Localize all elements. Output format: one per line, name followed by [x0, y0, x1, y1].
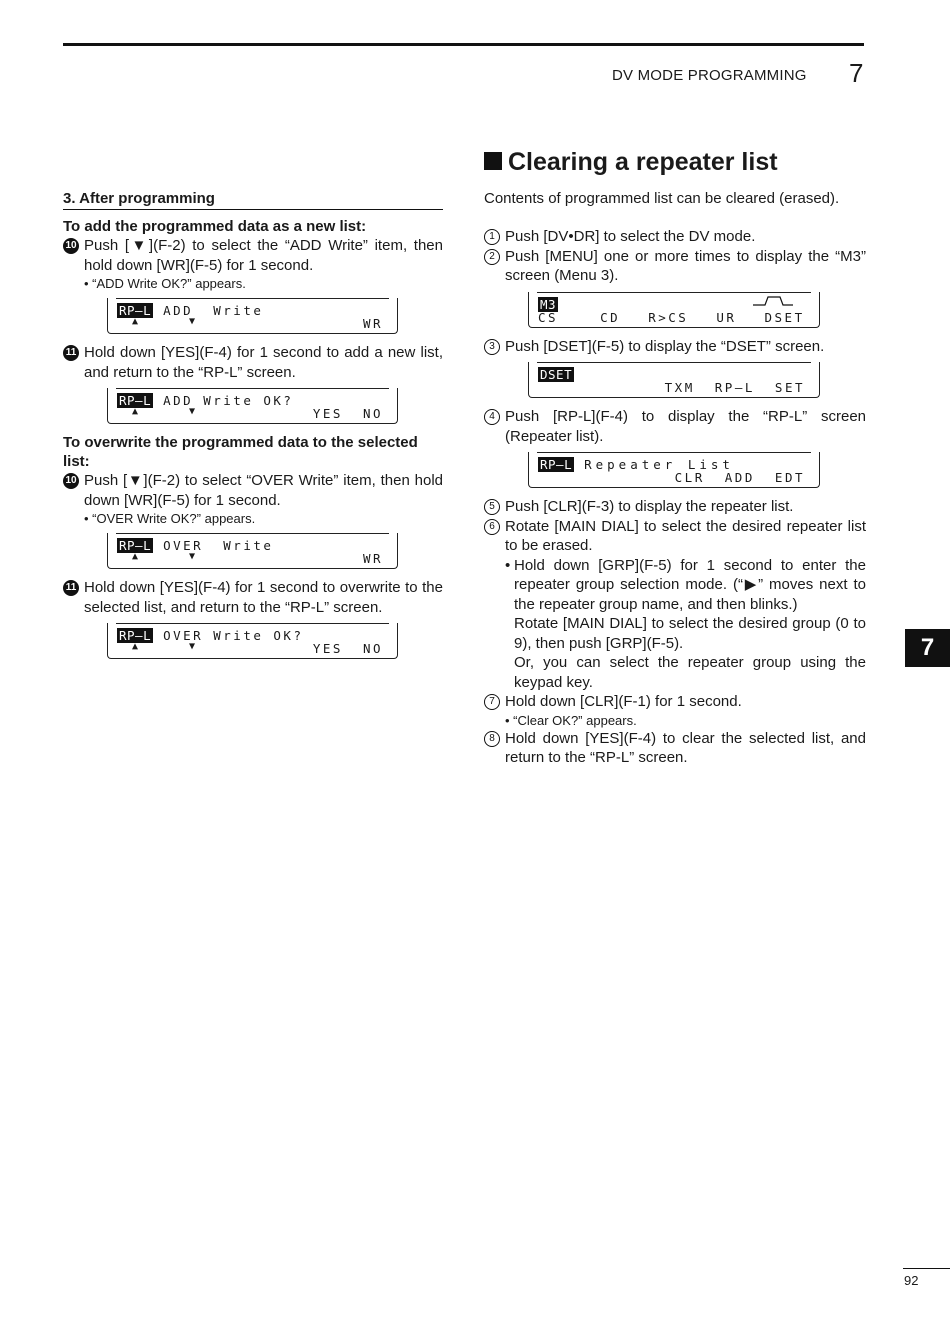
step-text: Push [MENU] one or more times to display the “M3” screen (Menu 3). — [505, 247, 866, 284]
square-bullet-icon — [484, 152, 502, 170]
lcd-repeater-list — [528, 452, 820, 488]
section-title — [484, 148, 866, 177]
chapter-number: 7 — [849, 58, 864, 88]
step-marker: 4 — [484, 409, 500, 425]
down-arrow-icon: ▼ — [189, 551, 196, 562]
add-heading: To add the programmed data as a new list: — [63, 218, 367, 235]
over-step-11 — [63, 578, 443, 617]
step-text: Push [▼](F-2) to select “OVER Write” item, then hold down [WR](F-5) for 1 second. — [84, 472, 443, 509]
left-column — [63, 190, 443, 668]
lcd-tag: DSET — [540, 367, 573, 382]
lcd-line: Repeater List — [584, 457, 734, 472]
step6-bullet — [484, 556, 866, 615]
step-marker: 11 — [63, 580, 79, 596]
lcd-dset — [528, 362, 820, 398]
lcd-keys: CS CD R>CS UR DSET — [538, 309, 805, 325]
add-step-11 — [63, 343, 443, 382]
bullet-text: Hold down [GRP](F-5) for 1 second to enter the repeater group selection mode. (“▶” moves next to the repeater group name, and then blinks.) — [514, 556, 866, 613]
down-arrow-icon: ▼ — [189, 316, 196, 327]
down-arrow-icon: ▼ — [189, 641, 196, 652]
bullet-dot-icon: • — [505, 556, 511, 574]
step-text: Hold down [YES](F-4) for 1 second to add a new list, and return to the “RP-L” screen. — [84, 344, 443, 381]
lcd-add-write — [107, 298, 398, 334]
up-arrow-icon: ▲ — [132, 406, 139, 417]
step-text: Rotate [MAIN DIAL] to select the desired repeater list to be erased. — [505, 517, 866, 554]
step-text: Push [DSET](F-5) to display the “DSET” screen. — [505, 337, 825, 355]
step-marker: 10 — [63, 238, 79, 254]
step-text: Push [RP-L](F-4) to display the “RP-L” screen (Repeater list). — [505, 408, 866, 445]
lcd-add-write-ok — [107, 388, 398, 424]
step6-rotate: Rotate [MAIN DIAL] to select the desired group (0 to 9), then push [GRP](F-5). — [514, 615, 866, 652]
clear-step-8 — [484, 729, 866, 768]
over-heading: To overwrite the programmed data to the selected list: — [63, 434, 418, 470]
clear-step-3 — [484, 337, 866, 357]
lcd-over-write — [107, 533, 398, 569]
header-rule — [63, 43, 864, 46]
step-marker: 11 — [63, 345, 79, 361]
clear-step-6 — [484, 517, 866, 556]
signal-pulse-icon — [753, 294, 793, 306]
lcd-line: ADD Write OK? — [163, 393, 294, 408]
lcd-line: ADD Write — [163, 303, 264, 318]
chapter-tab: 7 — [905, 629, 950, 667]
subheading-after-programming: 3. After programming — [63, 190, 443, 210]
add-note: • “ADD Write OK?” appears. — [84, 276, 246, 291]
clear-step-5 — [484, 497, 866, 517]
clear-step-4 — [484, 407, 866, 446]
section-title-text: Clearing a repeater list — [508, 148, 778, 176]
footer-rule — [903, 1268, 950, 1269]
right-column — [484, 148, 866, 768]
step-marker: 3 — [484, 339, 500, 355]
lcd-keys: TXM RP–L SET — [664, 380, 805, 395]
step-marker: 8 — [484, 731, 500, 747]
step-text: Hold down [YES](F-4) to clear the selected list, and return to the “RP-L” screen. — [505, 729, 866, 766]
clear-step-1 — [484, 227, 866, 247]
clear-step-7 — [484, 692, 866, 712]
lcd-keys: CLR ADD EDT — [674, 470, 805, 485]
down-arrow-icon: ▼ — [189, 406, 196, 417]
lcd-line: OVER Write — [163, 538, 274, 553]
step-marker: 6 — [484, 519, 500, 535]
step7-note: • “Clear OK?” appears. — [505, 712, 637, 728]
step-marker: 7 — [484, 694, 500, 710]
lcd-keys: YES NO — [312, 406, 383, 421]
over-step-10 — [63, 471, 443, 510]
section-intro: Contents of programmed list can be cleared (erased). — [484, 190, 840, 207]
lcd-over-write-ok — [107, 623, 398, 659]
clear-step-2 — [484, 247, 866, 286]
lcd-line: OVER Write OK? — [163, 628, 304, 643]
over-note: • “OVER Write OK?” appears. — [84, 511, 256, 526]
step-marker: 10 — [63, 473, 79, 489]
up-arrow-icon: ▲ — [132, 316, 139, 327]
lcd-keys: WR — [362, 316, 383, 331]
lcd-tag: RP–L — [119, 538, 152, 553]
step-marker: 5 — [484, 499, 500, 515]
step-text: Push [DV•DR] to select the DV mode. — [505, 228, 756, 245]
lcd-tag: RP–L — [540, 457, 573, 472]
page-number: 92 — [904, 1273, 919, 1288]
lcd-m3 — [528, 292, 820, 328]
add-step-10 — [63, 236, 443, 275]
lcd-tag: RP–L — [119, 393, 152, 408]
step-text: Push [CLR](F-3) to display the repeater list. — [505, 498, 794, 515]
step-text: Hold down [CLR](F-1) for 1 second. — [505, 693, 742, 710]
up-arrow-icon: ▲ — [132, 641, 139, 652]
running-title: DV MODE PROGRAMMING — [612, 67, 807, 84]
step-text: Hold down [YES](F-4) for 1 second to overwrite to the selected list, and return to the “RP-L” screen. — [84, 579, 443, 616]
lcd-tag: RP–L — [119, 303, 152, 318]
step-marker: 1 — [484, 229, 500, 245]
lcd-keys: YES NO — [312, 641, 383, 656]
lcd-tag: RP–L — [119, 628, 152, 643]
step-text: Push [▼](F-2) to select the “ADD Write” item, then hold down [WR](F-5) for 1 second. — [84, 237, 443, 274]
lcd-keys: WR — [362, 551, 383, 566]
up-arrow-icon: ▲ — [132, 551, 139, 562]
lcd-tag: M3 — [540, 296, 557, 312]
step6-or: Or, you can select the repeater group using the keypad key. — [514, 654, 866, 691]
step-marker: 2 — [484, 249, 500, 265]
